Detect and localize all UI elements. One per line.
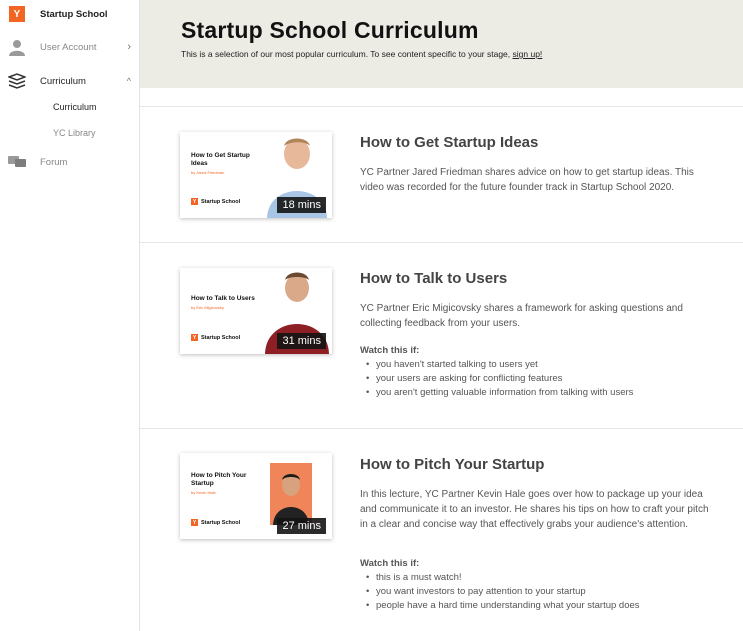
- thumbnail-author: by Kevin Hale: [191, 490, 216, 495]
- page-intro-text: This is a selection of our most popular curriculum. To see content specific to your stage,: [181, 49, 511, 59]
- sidebar-subitem-yc-library[interactable]: [0, 121, 139, 145]
- list-item: • your users are asking for conflicting features: [360, 372, 633, 386]
- list-item: • you aren't getting valuable information from talking with users: [360, 386, 633, 400]
- video-title[interactable]: How to Pitch Your Startup: [360, 456, 545, 473]
- sidebar: [0, 0, 140, 631]
- sidebar-brand-label: Startup School: [40, 8, 108, 20]
- list-item: • you want investors to pay attention to your startup: [360, 585, 640, 599]
- thumbnail-brand: Y Startup School: [192, 334, 241, 341]
- chevron-right-icon: ›: [127, 41, 131, 53]
- sidebar-subitem-curriculum[interactable]: [0, 95, 139, 119]
- sidebar-item-forum[interactable]: [0, 150, 139, 174]
- sidebar-item-startup-school[interactable]: [0, 2, 139, 26]
- sign-up-link[interactable]: sign up!: [512, 49, 543, 59]
- page-header: [140, 0, 743, 88]
- video-description: YC Partner Jared Friedman shares advice on how to get startup ideas. This video was recorded for the future founder track in Startup School 2020.: [360, 167, 694, 193]
- sidebar-item-user-account[interactable]: [0, 35, 139, 59]
- sidebar-item-label: Forum: [40, 156, 68, 168]
- list-item: • this is a must watch!: [360, 571, 640, 585]
- chat-bubbles-icon: [8, 153, 26, 171]
- thumbnail-brand: Y Startup School: [192, 519, 241, 526]
- video-title[interactable]: How to Get Startup Ideas: [360, 134, 539, 151]
- video-duration: 18 mins: [277, 197, 326, 213]
- video-duration: 27 mins: [277, 518, 326, 534]
- thumbnail-author: by Jared Friedman: [191, 170, 225, 175]
- sidebar-item-label: User Account: [40, 41, 97, 53]
- yc-logo-icon: Y: [9, 6, 25, 22]
- page-title: Startup School Curriculum: [181, 17, 479, 43]
- yc-logo-icon: Y: [192, 519, 197, 526]
- video-description: In this lecture, YC Partner Kevin Hale goes over how to package up your idea and communicate it to an investor. He shares his tips on how to craft your pitch in a clear and concise way that effectively grabs your audience's attention.: [360, 489, 709, 530]
- presenter-photo: [270, 463, 312, 525]
- thumbnail-title: How to Get Startup Ideas: [191, 152, 250, 167]
- watch-this-if-label: Watch this if:: [360, 558, 420, 569]
- yc-logo-icon: Y: [192, 334, 197, 341]
- video-description: YC Partner Eric Migicovsky shares a framework for asking questions and collecting feedback from your users.: [360, 303, 683, 329]
- thumbnail-title: How to Talk to Users: [191, 295, 255, 302]
- user-icon: [8, 38, 26, 56]
- divider: [140, 242, 743, 243]
- thumbnail-author: by Eric Migicovsky: [191, 305, 224, 310]
- page-intro: [181, 49, 542, 59]
- sidebar-subitem-label: Curriculum: [53, 102, 97, 112]
- sidebar-item-label: Curriculum: [40, 75, 86, 87]
- video-thumbnail[interactable]: [180, 268, 332, 354]
- video-thumbnail[interactable]: [180, 132, 332, 218]
- watch-list: [360, 358, 633, 400]
- watch-list: [360, 571, 640, 613]
- sidebar-item-curriculum[interactable]: [0, 69, 139, 93]
- watch-this-if-label: Watch this if:: [360, 345, 420, 356]
- chevron-up-icon: ^: [126, 76, 131, 86]
- yc-logo-icon: Y: [192, 198, 197, 205]
- divider: [140, 106, 743, 107]
- video-title[interactable]: How to Talk to Users: [360, 270, 508, 287]
- sidebar-subitem-label: YC Library: [53, 128, 96, 138]
- books-icon: [8, 72, 26, 90]
- video-thumbnail[interactable]: [180, 453, 332, 539]
- divider: [140, 428, 743, 429]
- thumbnail-brand: Y Startup School: [192, 198, 241, 205]
- video-duration: 31 mins: [277, 333, 326, 349]
- thumbnail-title: How to Pitch Your Startup: [191, 472, 247, 487]
- list-item: • people have a hard time understanding what your startup does: [360, 599, 640, 613]
- list-item: • you haven't started talking to users yet: [360, 358, 633, 372]
